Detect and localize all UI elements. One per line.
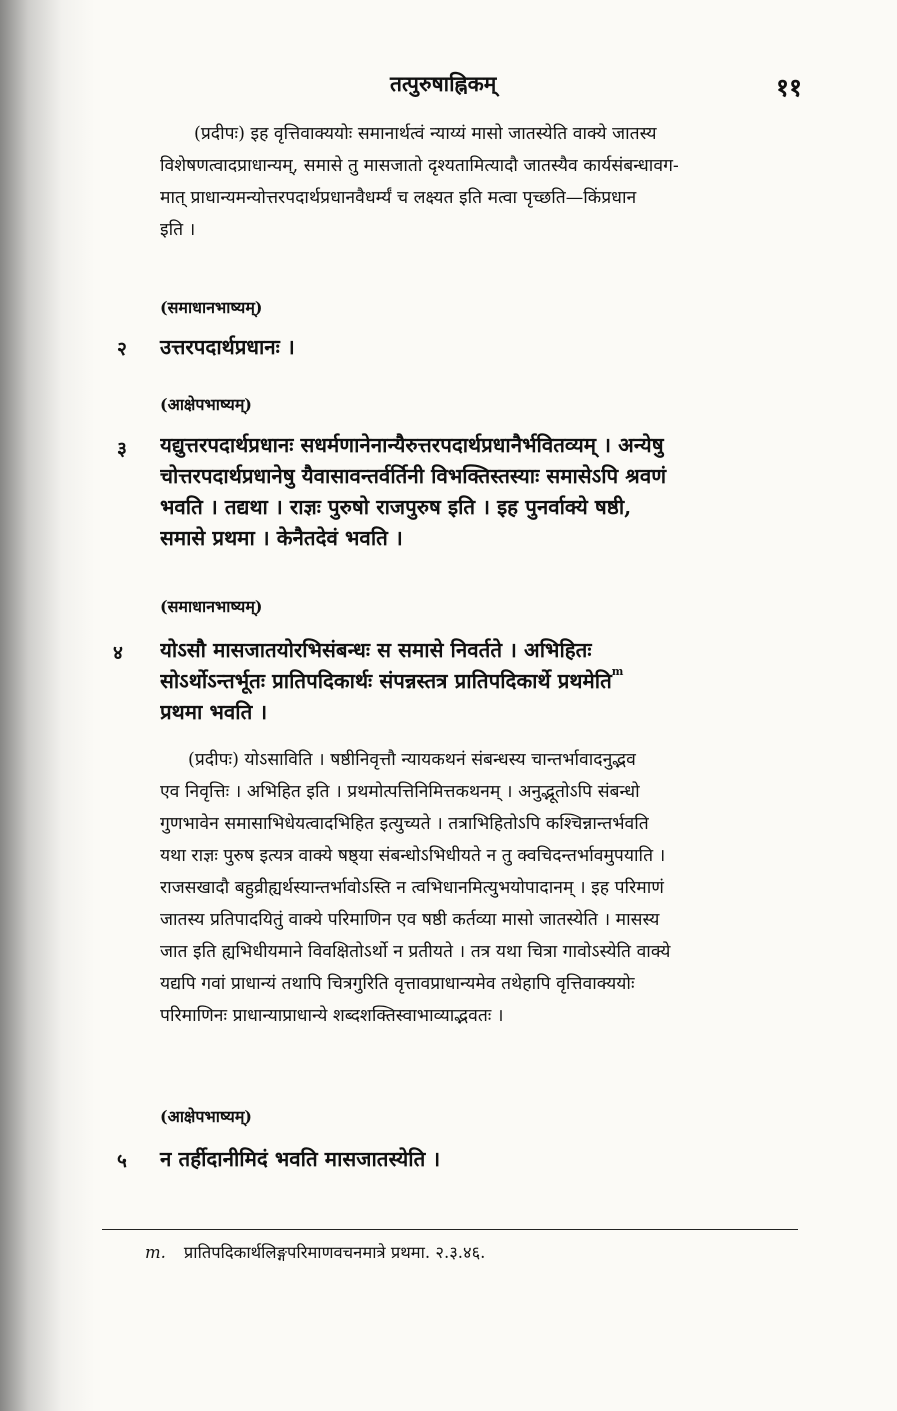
text-line: इति । <box>160 220 196 240</box>
line-text: योऽसौ मासजातयोरभिसंबन्धः स समासे निवर्तते । अभिहितः <box>160 638 592 662</box>
section-number: २ <box>117 338 127 360</box>
text-line: यद्यपि गवां प्राधान्यं तथापि चित्रगुरिति वृत्तावप्राधान्यमेव तथेहापि वृत्तिवाक्ययोः <box>160 974 635 994</box>
bhashya-paragraph-3 <box>160 430 810 554</box>
footnote <box>145 1240 485 1263</box>
text-line: जातस्य प्रतिपादयितुं वाक्ये परिमाणिन एव षष्ठी कर्तव्या मासो जातस्येति । मासस्य <box>160 910 660 930</box>
footnote-ref: m <box>611 666 624 678</box>
text-line: परिमाणिनः प्राधान्याप्राधान्ये शब्दशक्तिस्वाभाव्याद्भवतः । <box>160 1006 504 1026</box>
pradipa-paragraph-1 <box>160 118 810 246</box>
bhashya-text: उत्तरपदार्थप्रधानः । <box>160 335 295 359</box>
section-number: ५ <box>117 1150 127 1172</box>
pradipa-paragraph-4 <box>160 744 810 1032</box>
bhashya-paragraph-4 <box>160 635 810 728</box>
text-line: विशेषणत्वादप्राधान्यम्, समासे तु मासजातो दृश्यतामित्यादौ जातस्यैव कार्यसंबन्धावग- <box>160 156 679 176</box>
text-line: मात् प्राधान्यमन्योत्तरपदार्थप्रधानवैधर्म्यं च लक्ष्यत इति मत्वा पृच्छति—किंप्रधान <box>160 188 637 208</box>
text-line: यथा राज्ञः पुरुष इत्यत्र वाक्ये षष्ठ्या संबन्धोऽभिधीयते न तु क्वचिदन्तर्भावमुपयाति । <box>160 846 666 866</box>
running-title: तत्पुरुषाह्निकम् <box>390 71 497 96</box>
text-line: (प्रदीपः) इह वृत्तिवाक्ययोः समानार्थत्वं न्याय्यं मासो जातस्येति वाक्ये जातस्य <box>194 124 657 144</box>
section-number: ३ <box>117 438 127 460</box>
section-tag: (आक्षेपभाष्यम्) <box>160 395 252 414</box>
text-line <box>160 666 810 697</box>
line-text: प्रथमा भवति । <box>160 700 268 724</box>
text-line: गुणभावेन समासाभिधेयत्वादभिहित इत्युच्यते । तत्राभिहितोऽपि कश्चिन्नान्तर्भवति <box>160 814 649 834</box>
footnote-rule <box>102 1229 798 1230</box>
page-number: ११ <box>776 73 803 102</box>
text-line <box>160 635 810 666</box>
section-number: ४ <box>113 642 123 664</box>
text-line: राजसखादौ बहुव्रीह्यर्थस्यान्तर्भावोऽस्ति न त्वभिधानमित्युभयोपादानम् । इह परिमाणं <box>160 878 664 898</box>
text-line: यद्युत्तरपदार्थप्रधानः सधर्मणानेनान्यैरुत्तरपदार्थप्रधानैर्भवितव्यम् । अन्येषु <box>160 433 664 457</box>
section-tag: (समाधानभाष्यम्) <box>160 597 263 616</box>
footnote-mark: m. <box>145 1243 166 1262</box>
line-text: सोऽर्थोऽन्तर्भूतः प्रातिपदिकार्थः संपन्नस्तत्र प्रातिपदिकार्थे प्रथमेति <box>160 669 612 693</box>
text-line: एव निवृत्तिः । अभिहित इति । प्रथमोत्पत्तिनिमित्तकथनम् । अनुद्भूतोऽपि संबन्धो <box>160 782 640 802</box>
section-tag: (आक्षेपभाष्यम्) <box>160 1107 252 1126</box>
text-line: जात इति ह्यभिधीयमाने विवक्षितोऽर्थो न प्रतीयते । तत्र यथा चित्रा गावोऽस्येति वाक्ये <box>160 942 671 962</box>
text-line: (प्रदीपः) योऽसाविति । षष्ठीनिवृत्तौ न्यायकथनं संबन्धस्य चान्तर्भावादनुद्भव <box>188 750 636 770</box>
bhashya-text: न तर्हीदानीमिदं भवति मासजातस्येति । <box>160 1147 441 1171</box>
text-line: समासे प्रथमा । केनैतदेवं भवति । <box>160 526 403 550</box>
page-edge-shadow <box>0 0 95 1411</box>
text-line: चोत्तरपदार्थप्रधानेषु यैवासावन्तर्वर्तिनी विभक्तिस्तस्याः समासेऽपि श्रवणं <box>160 464 667 488</box>
footnote-text: प्रातिपदिकार्थलिङ्गपरिमाणवचनमात्रे प्रथमा. २.३.४६. <box>183 1243 486 1262</box>
text-line: भवति । तद्यथा । राज्ञः पुरुषो राजपुरुष इति । इह पुनर्वाक्ये षष्ठी, <box>160 495 632 519</box>
section-tag: (समाधानभाष्यम्) <box>160 298 263 317</box>
text-line <box>160 697 810 728</box>
